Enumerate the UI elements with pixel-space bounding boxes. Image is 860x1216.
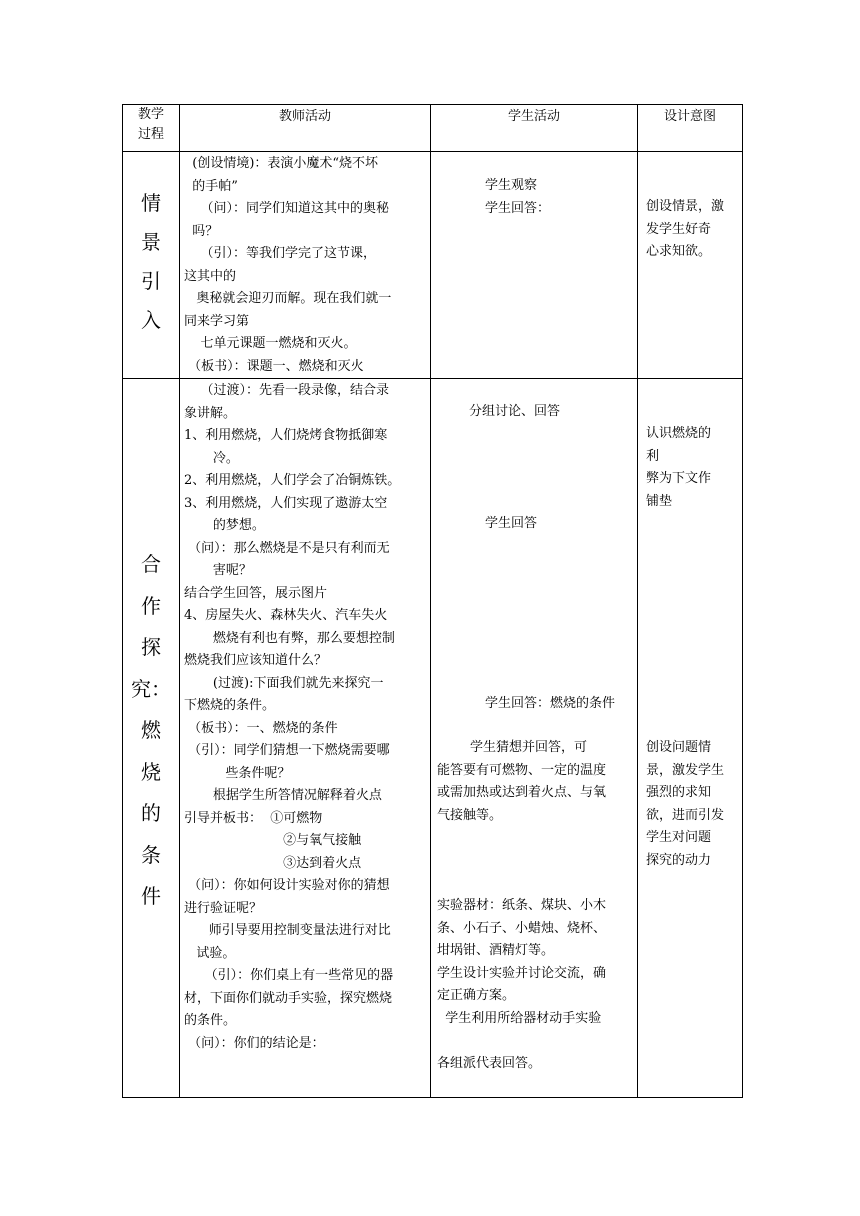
text-line: 创设情景，激: [646, 199, 725, 214]
text-line: 能答要有可燃物、一定的温度: [437, 762, 607, 778]
text-line: 进行验证呢？: [184, 900, 263, 916]
text-line: 3、利用燃烧，人们实现了遨游太空: [184, 495, 388, 511]
header-process-line2: 过程: [137, 127, 164, 142]
text-line: 引导并板书： ①可燃物: [184, 810, 323, 826]
section1-student: [431, 152, 638, 379]
text-line: 学生对问题: [646, 830, 712, 845]
text-line: 根据学生所答情况解释着火点: [184, 788, 382, 803]
text-line: 心求知欲。: [646, 244, 712, 259]
text-line: 下燃烧的条件。: [184, 698, 276, 713]
section1-row: [123, 152, 743, 379]
header-row: [123, 105, 743, 152]
text-line: 定正确方案。: [437, 988, 516, 1003]
section2-title-char: 作: [141, 593, 161, 618]
section1-title: [123, 152, 180, 379]
text-line: （引）：等我们学完了这节课，: [184, 246, 377, 261]
text-line: 这其中的: [184, 268, 237, 284]
text-line: 害呢？: [184, 563, 252, 578]
section2-title-char: 燃: [141, 718, 161, 742]
section2-title-char: 的: [141, 801, 161, 825]
section2-teacher: [180, 379, 431, 1098]
text-line: 学生观察: [485, 178, 538, 193]
text-line: 铺垫: [646, 493, 673, 509]
text-line: （问）：那么燃烧是不是只有利而无: [184, 540, 390, 556]
section2-title: [123, 379, 180, 1098]
section2-title-char: 烧: [141, 759, 161, 784]
text-line: 强烈的求知: [646, 785, 712, 800]
section1-teacher: [180, 152, 431, 379]
text-line: （引）：你们桌上有一些常见的器: [184, 968, 394, 983]
text-line: 燃烧有利也有弊，那么要想控制: [184, 630, 395, 646]
student-guess: [437, 737, 606, 827]
text-line: 条、小石子、小蜡烛、烧杯、: [437, 920, 607, 936]
section2-intent: [638, 379, 743, 1098]
section2-title-char: 条: [141, 842, 161, 867]
text-line: 象讲解。: [184, 405, 237, 421]
text-line: 创设问题情: [646, 740, 712, 755]
text-line: （板书）：一、燃烧的条件: [184, 720, 338, 736]
section2-student: [431, 379, 638, 1098]
text-line: 师引导要用控制变量法进行对比: [184, 923, 391, 938]
text-line: 的梦想。: [184, 518, 265, 533]
text-line: 的手帕”: [184, 178, 238, 194]
text-line: 学生猜想并回答，可: [437, 740, 588, 755]
student-discuss: 分组讨论、回答: [469, 404, 561, 419]
text-line: 弊为下文作: [646, 471, 712, 486]
text-line: 学生设计实验并讨论交流，确: [437, 965, 607, 981]
text-line: (过渡):下面我们就先来探究一: [184, 675, 384, 691]
section1-intent: [638, 152, 743, 379]
text-line: （问）：同学们知道这其中的奥秘: [184, 201, 390, 216]
text-line: 或需加热或达到着火点、与氧: [437, 785, 607, 800]
text-line: 的条件。: [184, 1013, 237, 1028]
lesson-plan-table: [122, 104, 743, 1098]
section2-row: [123, 379, 743, 1098]
section2-title-char: 件: [141, 884, 161, 908]
text-line: ②与氧气接触: [184, 833, 362, 848]
text-line: 学生回答：: [485, 200, 551, 216]
section2-title-char: 探: [141, 635, 161, 659]
text-line: 结合学生回答，展示图片: [184, 585, 328, 601]
text-line: 奥秘就会迎刃而解。现在我们就一: [184, 291, 392, 306]
text-line: （板书）：课题一、燃烧和灭火: [184, 358, 364, 374]
text-line: 七单元课题一燃烧和灭火。: [184, 336, 357, 351]
text-line: 同来学习第: [184, 313, 250, 329]
text-line: 冷。: [184, 450, 239, 466]
section1-title-char: 引: [141, 269, 161, 293]
section1-title-char: 情: [141, 191, 161, 215]
header-intent: 设计意图: [638, 105, 743, 152]
text-line: ③达到着火点: [184, 855, 362, 871]
section1-title-char: 景: [141, 230, 161, 254]
text-line: 燃烧我们应该知道什么？: [184, 653, 328, 668]
student-answer-conditions: 学生回答：燃烧的条件: [485, 696, 616, 711]
text-line: 实验器材：纸条、煤块、小木: [437, 898, 607, 913]
text-line: 欲，进而引发: [646, 807, 725, 823]
text-line: 些条件呢？: [184, 765, 291, 781]
text-line: 发学生好奇: [646, 221, 712, 237]
text-line: (创设情境)：表演小魔术“烧不坏: [184, 156, 379, 171]
header-teacher: 教师活动: [180, 105, 431, 152]
text-line: （过渡）：先看一段录像，结合录: [184, 383, 390, 398]
header-student: 学生活动: [431, 105, 638, 152]
intent-1: [646, 423, 711, 513]
text-line: 1、利用燃烧，人们烧烤食物抵御寒: [184, 428, 388, 443]
intent-2: [646, 737, 724, 872]
text-line: 气接触等。: [437, 807, 503, 823]
section2-title-char: 究：: [131, 676, 171, 701]
text-line: （问）：你如何设计实验对你的猜想: [184, 878, 390, 893]
text-line: 利: [646, 448, 660, 464]
text-line: （问）：你们的结论是：: [184, 1035, 325, 1051]
header-process-line1: 教学: [137, 107, 164, 122]
text-line: 2、利用燃烧，人们学会了冶铜炼铁。: [184, 473, 401, 488]
text-line: （引）：同学们猜想一下燃烧需要哪: [184, 743, 390, 758]
text-line: 坩埚钳、酒精灯等。: [437, 943, 555, 958]
text-line: 材，下面你们就动手实验，探究燃烧: [184, 990, 393, 1006]
text-line: 吗？: [184, 223, 219, 239]
section2-title-char: 合: [141, 552, 161, 576]
student-equipment: [437, 895, 606, 1030]
header-process: [123, 105, 180, 152]
student-report: 各组派代表回答。: [437, 1056, 542, 1071]
text-line: 学生利用所给器材动手实验: [437, 1010, 602, 1026]
section1-title-char: 入: [141, 308, 161, 332]
text-line: 认识燃烧的: [646, 426, 712, 441]
student-answer: 学生回答: [485, 516, 538, 531]
text-line: 4、房屋失火、森林失火、汽车失火: [184, 608, 388, 623]
text-line: 景，激发学生: [646, 762, 725, 778]
text-line: 探究的动力: [646, 852, 712, 868]
text-line: 试验。: [184, 945, 236, 961]
